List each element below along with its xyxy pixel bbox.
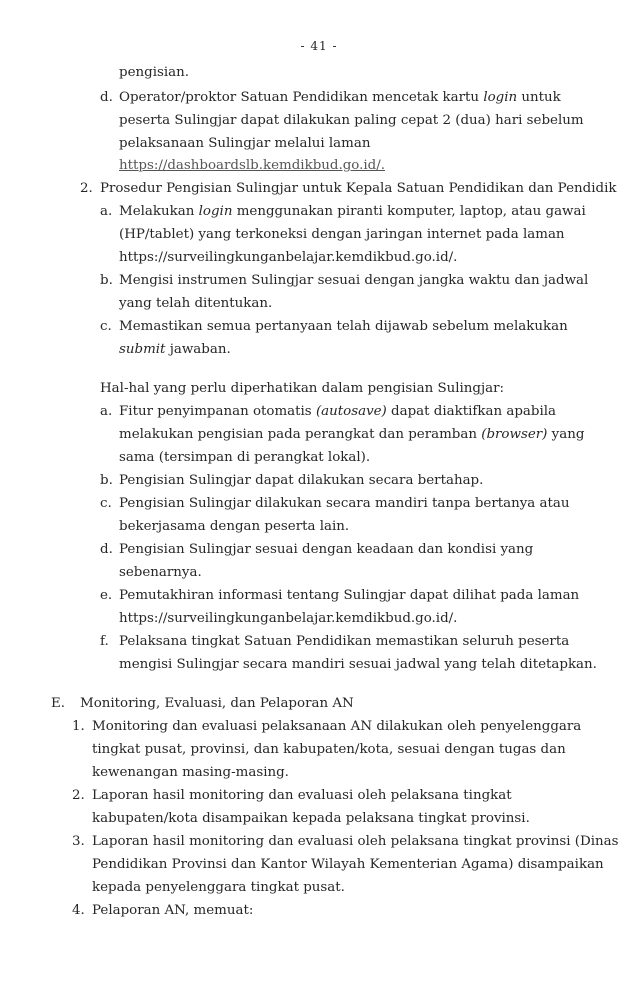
dashboard-link[interactable]: https://dashboardslb.kemdikbud.go.id/.	[119, 158, 385, 173]
e-item-1-line-2: tingkat pusat, provinsi, dan kabupaten/kota, sesuai dengan tugas dan	[92, 742, 566, 757]
s2-item-b-marker: b.	[100, 273, 113, 288]
s2-item-b-line-1: Mengisi instrumen Sulingjar sesuai dengan jangka waktu dan jadwal	[119, 273, 589, 288]
note-c-line-2: bekerjasama dengan peserta lain.	[119, 519, 350, 534]
notes-intro: Hal-hal yang perlu diperhatikan dalam pengisian Sulingjar:	[100, 381, 505, 396]
e-item-2-line-2: kabupaten/kota disampaikan kepada pelaksana tingkat provinsi.	[92, 811, 530, 826]
section-2-title: Prosedur Pengisian Sulingjar untuk Kepala Satuan Pendidikan dan Pendidik	[100, 181, 617, 196]
e-item-3-marker: 3.	[72, 834, 85, 849]
note-a-marker: a.	[100, 404, 113, 419]
e-item-2-line-1: Laporan hasil monitoring dan evaluasi oleh pelaksana tingkat	[92, 788, 512, 803]
note-e-line-2: https://surveilingkunganbelajar.kemdikbud.go.id/.	[119, 611, 458, 626]
e-item-4-marker: 4.	[72, 903, 85, 918]
s2-item-a-marker: a.	[100, 204, 113, 219]
s2-item-a-line-1: Melakukan login menggunakan piranti komputer, laptop, atau gawai	[119, 204, 586, 219]
section-e-title: Monitoring, Evaluasi, dan Pelaporan AN	[80, 696, 354, 711]
s2-item-a-line-3: https://surveilingkunganbelajar.kemdikbud.go.id/.	[119, 250, 458, 265]
s2-item-c-line-1: Memastikan semua pertanyaan telah dijawab sebelum melakukan	[119, 319, 568, 334]
note-b-marker: b.	[100, 473, 113, 488]
e-item-3-line-3: kepada penyelenggara tingkat pusat.	[92, 880, 345, 895]
note-d-marker: d.	[100, 542, 113, 557]
item-d-line-2: peserta Sulingjar dapat dilakukan paling cepat 2 (dua) hari sebelum	[119, 113, 584, 128]
section-e-marker: E.	[51, 696, 66, 711]
note-b-line-1: Pengisian Sulingjar dapat dilakukan secara bertahap.	[119, 473, 484, 488]
continuation-text: pengisian.	[119, 65, 189, 80]
s2-item-c-marker: c.	[100, 319, 112, 334]
section-2-marker: 2.	[80, 181, 93, 196]
note-f-line-1: Pelaksana tingkat Satuan Pendidikan memastikan seluruh peserta	[119, 634, 570, 649]
e-item-1-line-1: Monitoring dan evaluasi pelaksanaan AN dilakukan oleh penyelenggara	[92, 719, 582, 734]
note-c-line-1: Pengisian Sulingjar dilakukan secara mandiri tanpa bertanya atau	[119, 496, 570, 511]
note-f-marker: f.	[100, 634, 109, 649]
note-f-line-2: mengisi Sulingjar secara mandiri sesuai jadwal yang telah ditetapkan.	[119, 657, 597, 672]
note-a-line-2: melakukan pengisian pada perangkat dan peramban (browser) yang	[119, 427, 585, 442]
note-d-line-1: Pengisian Sulingjar sesuai dengan keadaan dan kondisi yang	[119, 542, 534, 557]
e-item-3-line-1: Laporan hasil monitoring dan evaluasi oleh pelaksana tingkat provinsi (Dinas	[92, 834, 619, 849]
s2-item-a-line-2: (HP/tablet) yang terkoneksi dengan jaringan internet pada laman	[119, 227, 565, 242]
s2-item-b-line-2: yang telah ditentukan.	[119, 296, 273, 311]
item-d-line-3: pelaksanaan Sulingjar melalui laman	[119, 136, 371, 151]
item-marker-d: d.	[100, 90, 113, 105]
e-item-2-marker: 2.	[72, 788, 85, 803]
note-a-line-3: sama (tersimpan di perangkat lokal).	[119, 450, 371, 465]
e-item-4-line-1: Pelaporan AN, memuat:	[92, 903, 254, 918]
item-d-line-1: Operator/proktor Satuan Pendidikan mencetak kartu login untuk	[119, 90, 561, 105]
note-c-marker: c.	[100, 496, 112, 511]
note-e-line-1: Pemutakhiran informasi tentang Sulingjar dapat dilihat pada laman	[119, 588, 580, 603]
page-number: - 41 -	[300, 39, 338, 53]
s2-item-c-line-2: submit jawaban.	[119, 342, 231, 357]
e-item-3-line-2: Pendidikan Provinsi dan Kantor Wilayah Kementerian Agama) disampaikan	[92, 857, 604, 872]
note-d-line-2: sebenarnya.	[119, 565, 202, 580]
note-e-marker: e.	[100, 588, 113, 603]
note-a-line-1: Fitur penyimpanan otomatis (autosave) dapat diaktifkan apabila	[119, 404, 556, 419]
e-item-1-line-3: kewenangan masing-masing.	[92, 765, 289, 780]
e-item-1-marker: 1.	[72, 719, 85, 734]
